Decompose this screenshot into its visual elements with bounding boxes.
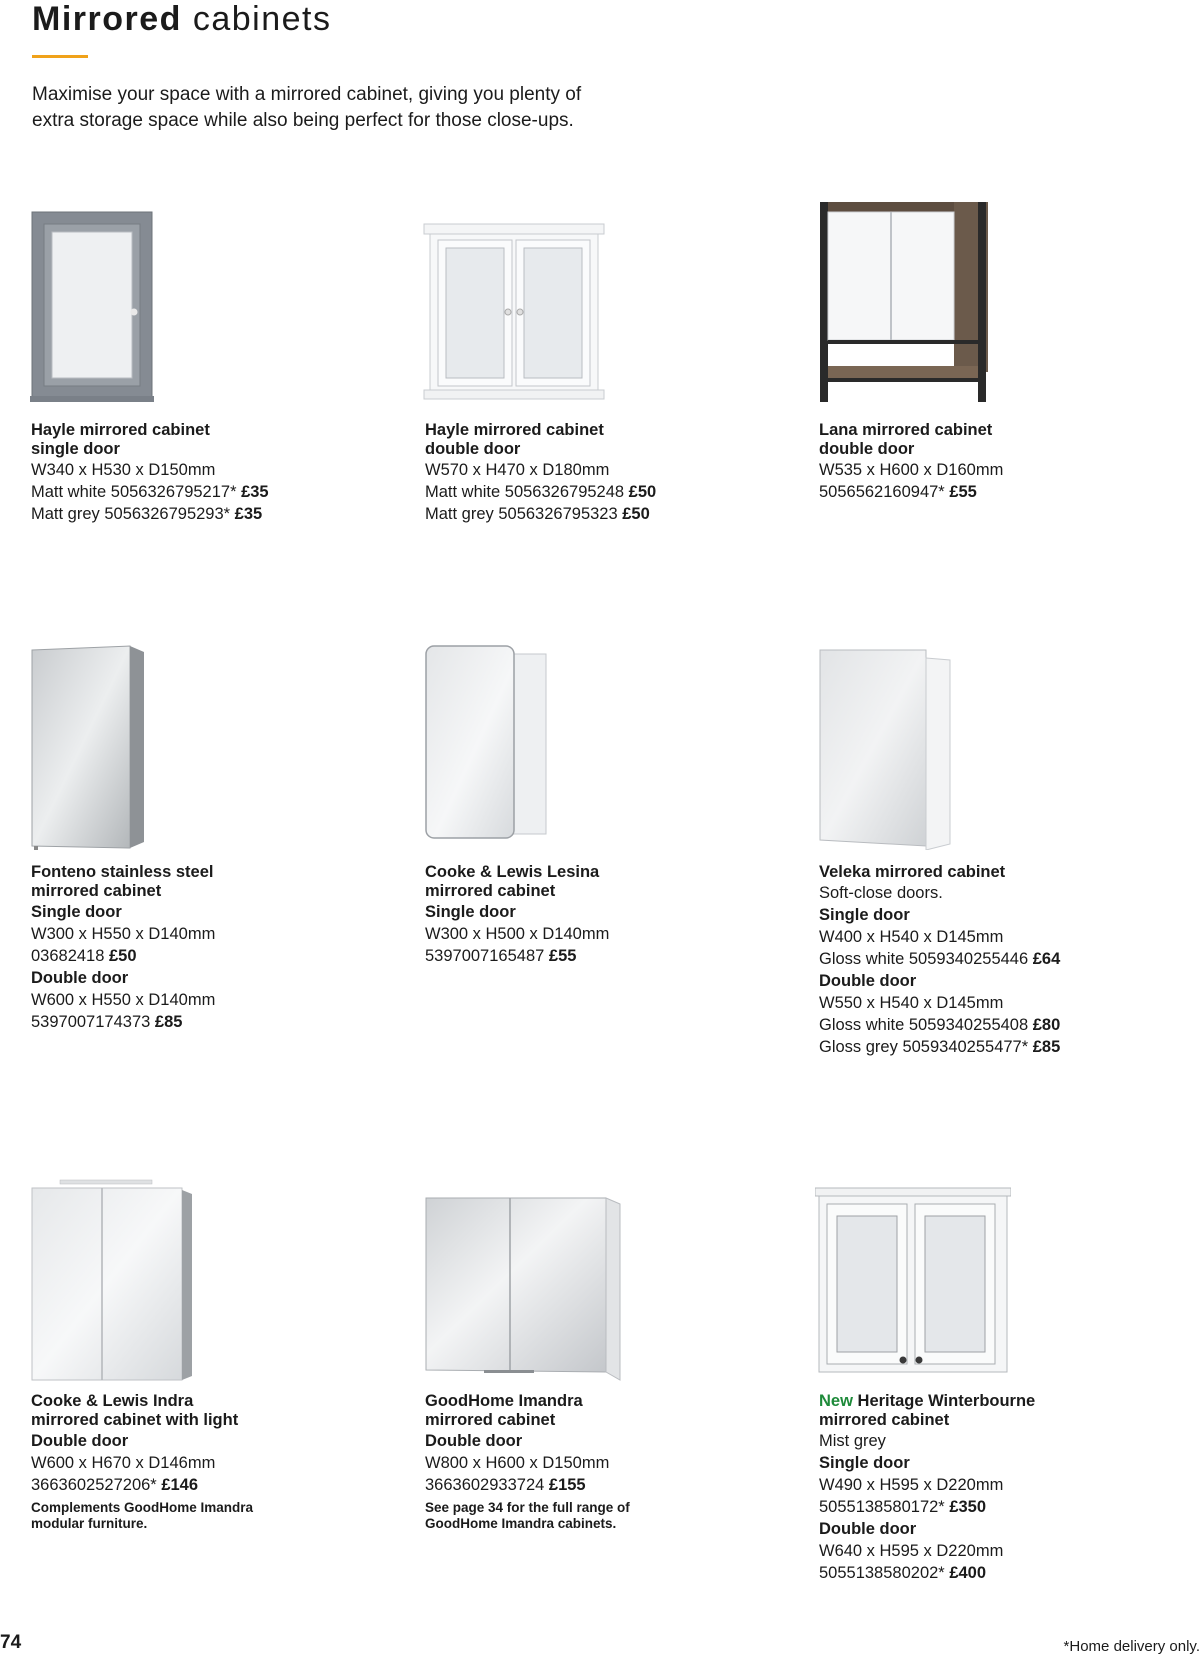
lana-cabinet-image	[818, 200, 990, 406]
product-name: Lana mirrored cabinet	[819, 421, 993, 439]
price: £35	[234, 505, 263, 523]
product-info	[425, 421, 785, 525]
product-variant-heading: Single door	[819, 1454, 910, 1472]
hayle-single-cabinet-image	[30, 210, 154, 404]
product-variant: Gloss white 5059340255446 £64	[819, 950, 1061, 968]
product-variant: 5397007165487 £55	[425, 947, 577, 965]
product-name: Cooke & Lewis Indra	[31, 1392, 194, 1410]
product-name: Veleka mirrored cabinet	[819, 863, 1006, 881]
price: £400	[949, 1564, 987, 1582]
product-dimensions: W490 x H595 x D220mm	[819, 1476, 1004, 1494]
product-dimensions: W800 x H600 x D150mm	[425, 1454, 610, 1472]
product-name: GoodHome Imandra	[425, 1392, 583, 1410]
product-name: mirrored cabinet	[425, 882, 556, 900]
price: £350	[949, 1498, 987, 1516]
product-variant-heading: Double door	[425, 1432, 523, 1450]
product-variant-heading: Single door	[819, 906, 910, 924]
product-dimensions: W400 x H540 x D145mm	[819, 928, 1004, 946]
price: £64	[1032, 950, 1061, 968]
product-name: New Heritage Winterbourne	[819, 1392, 1036, 1410]
price: £146	[161, 1476, 199, 1494]
product-dimensions: W640 x H595 x D220mm	[819, 1542, 1004, 1560]
page-number: 74	[0, 1632, 22, 1653]
product-dimensions: W600 x H550 x D140mm	[31, 991, 216, 1009]
product-variant: 5397007174373 £85	[31, 1013, 183, 1031]
new-badge: New	[819, 1392, 853, 1410]
product-name: Hayle mirrored cabinet	[31, 421, 210, 439]
product-info	[819, 863, 1179, 1058]
price: £155	[548, 1476, 586, 1494]
product-info	[819, 1392, 1179, 1584]
intro-line: Maximise your space with a mirrored cabinet, giving you plenty of	[32, 84, 582, 105]
product-name: Hayle mirrored cabinet	[425, 421, 604, 439]
product-note: Complements GoodHome Imandra modular furniture.	[31, 1500, 254, 1531]
product-variant: Gloss grey 5059340255477* £85	[819, 1038, 1061, 1056]
price: £50	[628, 483, 657, 501]
product-variant-heading: Double door	[819, 972, 917, 990]
product-dimensions: W550 x H540 x D145mm	[819, 994, 1004, 1012]
price: £80	[1032, 1016, 1061, 1034]
intro-text	[32, 82, 652, 134]
product-name: single door	[31, 440, 120, 458]
price: £35	[241, 483, 269, 501]
product-variant: Gloss white 5059340255408 £80	[819, 1016, 1061, 1034]
price: £85	[154, 1013, 183, 1031]
product-info	[31, 863, 391, 1033]
product-info	[819, 421, 1179, 503]
product-variant: 03682418 £50	[31, 947, 137, 965]
product-variant: 3663602933724 £155	[425, 1476, 586, 1494]
hayle-double-cabinet-image	[422, 222, 606, 402]
product-description: Soft-close doors.	[819, 884, 943, 902]
product-dimensions: W300 x H500 x D140mm	[425, 925, 610, 943]
product-name: mirrored cabinet	[819, 1411, 950, 1429]
fonteno-cabinet-image	[30, 644, 146, 850]
product-variant: Matt white 5056326795248 £50	[425, 483, 657, 501]
product-variant-heading: Double door	[819, 1520, 917, 1538]
product-variant-heading: Double door	[31, 969, 129, 987]
lesina-cabinet-image	[424, 644, 548, 840]
product-name: mirrored cabinet	[425, 1411, 556, 1429]
imandra-cabinet-image	[424, 1196, 624, 1384]
product-name: mirrored cabinet	[31, 882, 162, 900]
product-variant-heading: Single door	[31, 903, 122, 921]
product-variant: Matt grey 5056326795323 £50	[425, 505, 650, 523]
product-variant: Matt grey 5056326795293* £35	[31, 505, 263, 523]
product-variant: 5056562160947* £55	[819, 483, 977, 501]
product-name: Cooke & Lewis Lesina	[425, 863, 600, 881]
veleka-cabinet-image	[818, 644, 954, 850]
product-variant: 5055138580202* £400	[819, 1564, 987, 1582]
heritage-winterbourne-cabinet-image	[815, 1186, 1011, 1374]
title-bold: Mirrored	[32, 0, 182, 38]
indra-cabinet-image	[30, 1178, 196, 1382]
price: £50	[622, 505, 650, 523]
product-dimensions: W535 x H600 x D160mm	[819, 461, 1004, 479]
product-variant: Matt white 5056326795217* £35	[31, 483, 269, 501]
price: £85	[1032, 1038, 1061, 1056]
product-name: double door	[819, 440, 915, 458]
product-info	[31, 421, 391, 525]
title-rest: cabinets	[181, 0, 332, 38]
product-note: See page 34 for the full range of GoodHome Imandra cabinets.	[425, 1500, 630, 1531]
intro-line: extra storage space while also being perfect for those close-ups.	[32, 110, 574, 131]
product-variant-heading: Double door	[31, 1432, 129, 1450]
product-variant: 3663602527206* £146	[31, 1476, 199, 1494]
title-accent-bar	[32, 55, 88, 58]
product-description: Mist grey	[819, 1432, 886, 1450]
product-name: Fonteno stainless steel	[31, 863, 214, 881]
product-name: double door	[425, 440, 521, 458]
product-name: mirrored cabinet with light	[31, 1411, 239, 1429]
product-info	[425, 1392, 785, 1532]
product-dimensions: W570 x H470 x D180mm	[425, 461, 610, 479]
page-title	[32, 0, 332, 39]
product-variant-heading: Single door	[425, 903, 516, 921]
price: £55	[548, 947, 577, 965]
footnote: *Home delivery only.	[1063, 1638, 1200, 1655]
product-dimensions: W600 x H670 x D146mm	[31, 1454, 216, 1472]
product-dimensions: W340 x H530 x D150mm	[31, 461, 216, 479]
product-dimensions: W300 x H550 x D140mm	[31, 925, 216, 943]
product-info	[31, 1392, 391, 1532]
product-info	[425, 863, 785, 967]
price: £55	[949, 483, 977, 501]
price: £50	[109, 947, 137, 965]
product-variant: 5055138580172* £350	[819, 1498, 987, 1516]
